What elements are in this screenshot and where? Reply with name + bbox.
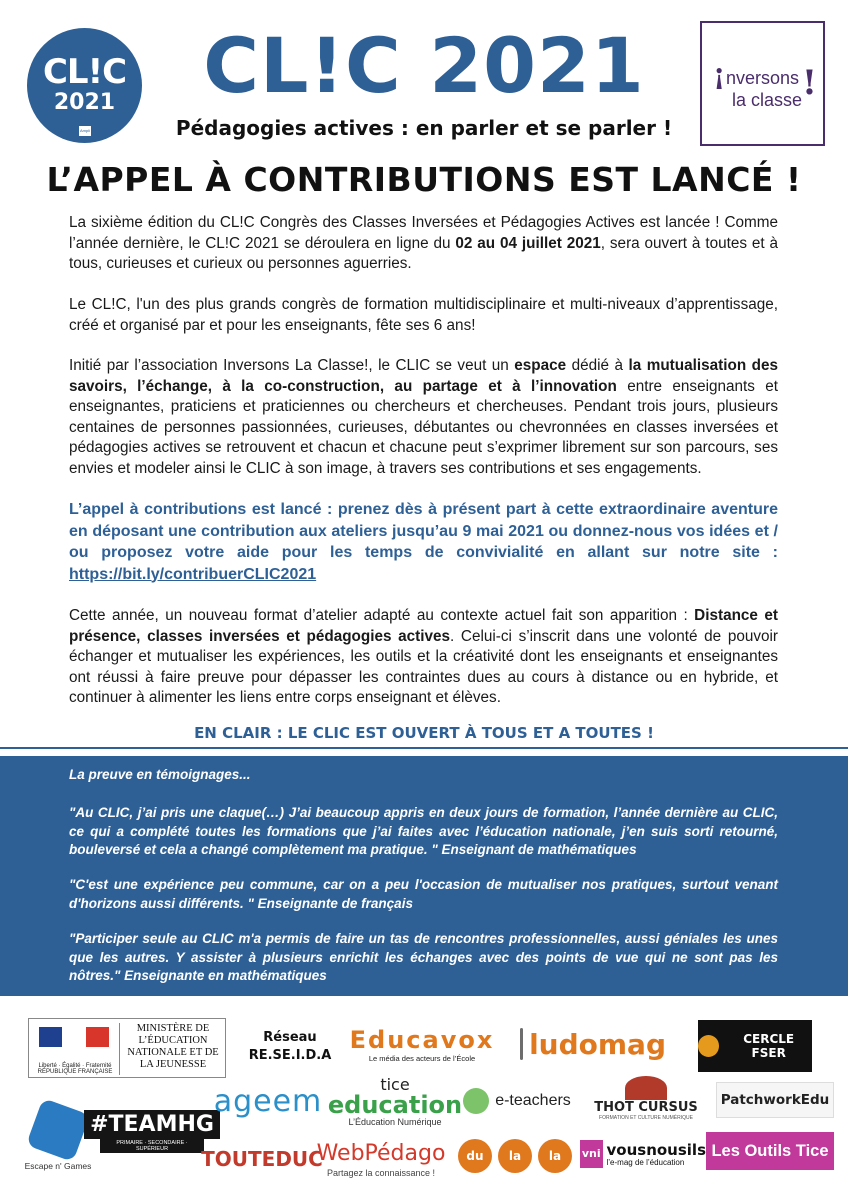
cercle-fser-name: CERCLE FSER xyxy=(743,1032,795,1060)
call-text: L’appel à contributions est lancé : prenez dès à présent part à cette extraordinaire aventure en déposant une contribution aux ateliers jusqu’au 9 mai 2021 ou donnez-nous vos idées et / ou proposez votre aide pour les temps de convivialité en allant sur notre site : xyxy=(69,501,778,561)
puzzle-icon xyxy=(26,1098,90,1162)
p3-bold-values: la mutualisation des savoirs, l’échange, à la co-construction, au partage et à l’innovation xyxy=(69,357,778,395)
testimonial-3: "Participer seule au CLIC m'a permis de faire un tas de rencontres professionnelles, aussi géniales les unes que les autres. Y assister à plusieurs enrichit les échanges avec des points de vue qui ne sont pas les nôtres." Enseignante en mathématiques xyxy=(69,931,778,984)
webpedago-logo xyxy=(318,1132,444,1186)
ageem-logo xyxy=(210,1080,326,1124)
new-format-name: Distance et présence, classes inversées et pédagogies actives xyxy=(69,607,778,645)
paragraph-about: Le CL!C, l'un des plus grands congrès de formation multidisciplinaire et multi-niveaux d’apprentissage, créé et organisé par et pour les enseignants, fête ses 6 ans! xyxy=(69,296,778,334)
dulala-bubble-3: la xyxy=(538,1139,572,1173)
p3-bold-espace: espace xyxy=(514,357,567,374)
paragraph-new-format xyxy=(69,606,778,709)
ilc-mark-close: ! xyxy=(802,63,817,103)
thot-cursus-tagline: FORMATION ET CULTURE NUMÉRIQUE xyxy=(599,1114,693,1121)
education-word: education xyxy=(327,1091,463,1119)
cercle-fser-logo xyxy=(698,1020,812,1072)
thot-cursus-name: THOT CURSUS xyxy=(594,1099,698,1115)
dulala-bubble-1: du xyxy=(458,1139,492,1173)
touteduc-logo xyxy=(201,1136,323,1182)
paragraph-mission xyxy=(69,356,778,480)
vni-icon: vni xyxy=(580,1140,603,1168)
page-subtitle: Pédagogies actives : en parler et se parler ! xyxy=(175,116,673,140)
divider xyxy=(0,747,848,749)
reseida-logo xyxy=(240,1024,340,1070)
testimonials-intro: La preuve en témoignages... xyxy=(69,767,251,782)
testimonial-1: "Au CLIC, j’ai pris une claque(…) J’ai beaucoup appris en deux jours de formation, l’année dernière au CLIC, ce qui a complété toutes les formations que j’ai faites avec l’éducation nationale, j’en suis sorti retourné, bouleversé et cela a changé complètement ma pratique. " Enseignant de mathématiques xyxy=(69,805,778,858)
patchworkedu-name: PatchworkEdu xyxy=(720,1092,830,1108)
e-teachers-logo xyxy=(462,1086,572,1116)
les-outils-tice-name: Les Outils Tice xyxy=(711,1141,829,1160)
reseida-line1: Réseau xyxy=(263,1030,317,1045)
paragraph-call xyxy=(69,499,778,585)
webpedago-tagline: Partagez la connaissance ! xyxy=(326,1168,436,1178)
testimonial-2: "C'est une expérience peu commune, car on a peu l'occasion de mutualiser nos pratiques, surtout venant d'horizons aussi différents. " Enseignante de français xyxy=(69,877,778,911)
educavox-logo xyxy=(348,1022,496,1066)
vousnousils-name: vousnousils xyxy=(606,1140,706,1159)
tice-word: tice xyxy=(380,1075,410,1094)
p1-text-c: , sera ouvert à toutes et à tous, curieuses et curieux ou personnes aguerries. xyxy=(69,234,779,273)
french-flag-icon xyxy=(39,1027,109,1047)
testimonials-section xyxy=(0,756,848,996)
cercle-fser-icon xyxy=(698,1035,719,1057)
ludomag-name: ludomag xyxy=(529,1027,666,1061)
paragraph-intro xyxy=(69,213,778,275)
educavox-name: Educavox xyxy=(349,1025,495,1054)
touteduc-name: TOUTEDUC xyxy=(201,1147,323,1171)
teamhg-logo xyxy=(90,1096,214,1166)
p1-text-a: La sixième édition du CL!C Congrès des Classes Inversées et Pédagogies Actives est lancée ! Comme l’année dernière, le CL!C 2021 se déroulera en ligne du xyxy=(69,214,778,252)
p3-text-a: Initié par l’association Inversons La Classe!, le CLIC se veut un xyxy=(69,357,515,374)
patchworkedu-logo xyxy=(716,1082,834,1118)
republique-francaise-label: Liberté · Égalité · Fraternité RÉPUBLIQUE FRANÇAISE xyxy=(37,1063,113,1075)
ludomag-icon xyxy=(520,1028,523,1060)
ludomag-logo xyxy=(520,1022,666,1066)
contribute-link[interactable]: https://bit.ly/contribuerCLIC2021 xyxy=(69,565,317,583)
les-outils-tice-logo xyxy=(706,1132,834,1170)
page-title: CL!C 2021 xyxy=(203,21,645,110)
tice-tagline: L’Éducation Numérique xyxy=(348,1117,442,1127)
ilc-line2: la classe xyxy=(732,90,803,110)
e-teachers-icon xyxy=(463,1088,489,1114)
logo-line2: 2021 xyxy=(53,90,116,115)
ilc-line1: nversons xyxy=(726,68,800,88)
p5-text-c: . Celui-ci s’inscrit dans une volonté de pouvoir échanger et mutualiser les expériences, les outils et la créativité dont les enseignants et enseignantes ont réussi à faire preuve pour dépasser les contraintes dues au cours à distance ou en hybride, et continuer à alimenter les liens entre corps enseignant et élèves. xyxy=(69,627,778,707)
logo-separator xyxy=(119,1023,120,1075)
ministere-label: MINISTÈRE DE L’ÉDUCATION NATIONALE ET DE LA JEUNESSE xyxy=(127,1023,219,1070)
webpedago-name: WebPédago xyxy=(316,1141,446,1166)
en-clair-banner: EN CLAIR : LE CLIC EST OUVERT À TOUS ET A TOUTES ! xyxy=(194,724,654,742)
teamhg-tagline: PRIMAIRE · SECONDAIRE · SUPÉRIEUR xyxy=(100,1139,204,1153)
reseida-line2: RE.SE.I.D.A xyxy=(248,1048,332,1063)
dulala-logo xyxy=(452,1136,578,1176)
escape-n-games-name: Escape n' Games xyxy=(24,1161,92,1171)
logo-tag: Ampli xyxy=(79,126,91,136)
clic-2021-logo xyxy=(27,28,142,143)
dulala-bubble-2: la xyxy=(498,1139,532,1173)
vousnousils-tagline: l’e-mag de l’éducation xyxy=(606,1157,685,1167)
event-dates: 02 au 04 juillet 2021 xyxy=(455,234,601,252)
inversons-la-classe-logo xyxy=(700,21,825,146)
educavox-tagline: Le média des acteurs de l’École xyxy=(368,1053,476,1063)
teamhg-name: #TEAMHG xyxy=(84,1110,220,1139)
e-teachers-name: e-teachers xyxy=(495,1092,571,1109)
vousnousils-logo xyxy=(580,1134,706,1174)
p5-text-a: Cette année, un nouveau format d’atelier adapté au contexte actuel fait son apparition : xyxy=(69,607,695,624)
ageem-name: ageem xyxy=(213,1084,323,1119)
thot-cursus-icon xyxy=(625,1076,667,1100)
logo-line1: CL!C xyxy=(42,52,127,92)
p3-text-c: dédié à xyxy=(566,357,629,374)
thot-cursus-logo xyxy=(578,1072,714,1124)
ilc-mark-open: ¡ xyxy=(713,58,726,91)
tice-education-logo xyxy=(327,1075,463,1128)
headline: L’APPEL À CONTRIBUTIONS EST LANCÉ ! xyxy=(46,160,802,199)
ministere-education-logo xyxy=(28,1018,226,1078)
p3-text-e: entre enseignants et enseignantes, praticiens et praticiennes ou chercheurs et chercheuses. Pendant trois jours, plusieurs centaines de personnes passionnées, curieuses, débutantes ou chevronnées en classes inversées et pédagogies actives se retrouvent et chacun et chacune peut s’exprimer librement sur son parcours, ses envies et modeler ainsi le CLIC à son image, à travers ses contributions et ses engagements. xyxy=(69,377,779,477)
